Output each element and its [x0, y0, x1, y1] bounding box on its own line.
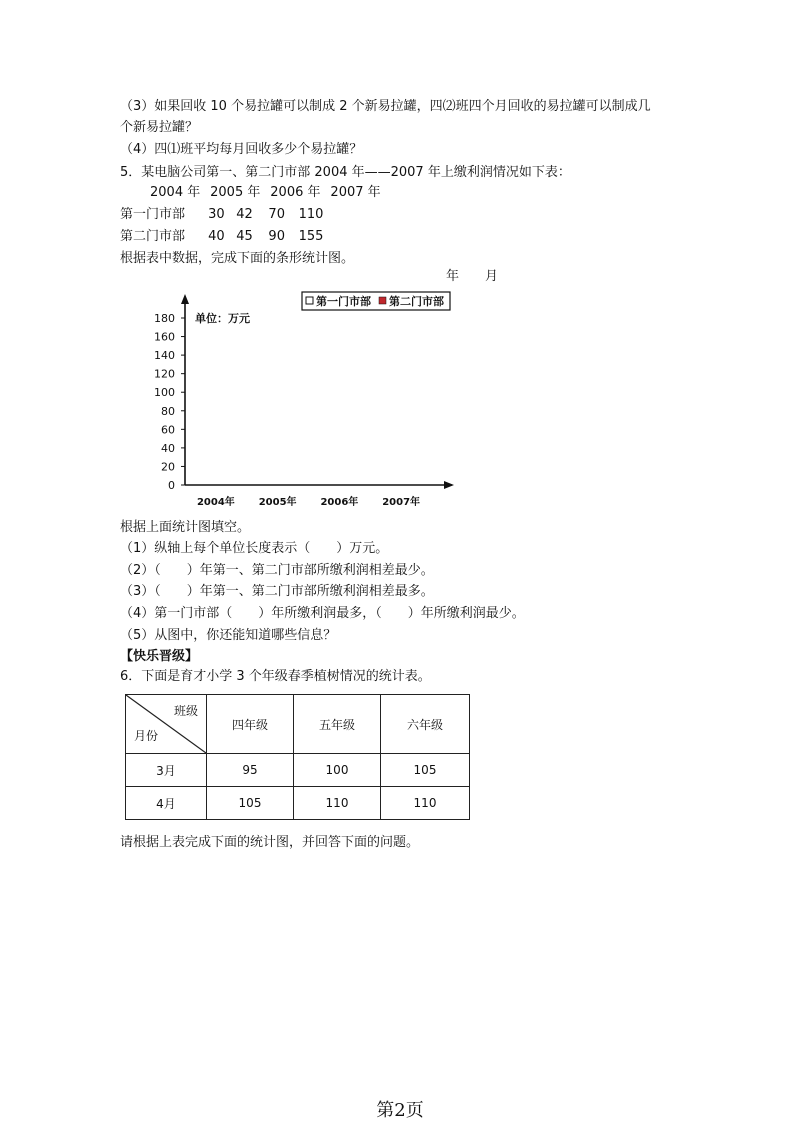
diagonal-header-cell	[126, 695, 207, 754]
value: 90	[268, 229, 285, 244]
legend-swatch-series-2	[379, 297, 386, 304]
fill-item-5: （5）从图中，你还能知道哪些信息？	[120, 628, 337, 643]
value: 42	[236, 207, 253, 222]
fill-item-2: （2）（ ）年第一、第二门市部所缴利润相差最少。	[120, 563, 434, 578]
column-header: 四年级	[207, 695, 294, 754]
y-tick-label: 60	[161, 423, 175, 437]
question-3-line-2: 个新易拉罐？	[120, 120, 199, 135]
y-tick-label: 120	[154, 367, 175, 381]
profit-row-first	[120, 206, 329, 224]
y-tick-label: 80	[161, 404, 175, 418]
row-label: 第二门市部	[120, 229, 186, 244]
fill-item-1: （1）纵轴上每个单位长度表示（ ）万元。	[120, 541, 389, 556]
x-axis-arrow	[444, 481, 454, 489]
y-tick-label: 20	[161, 460, 175, 474]
x-tick-label: 2004年	[196, 497, 235, 508]
year-2004: 2004 年	[150, 185, 201, 200]
value: 40	[208, 229, 225, 244]
value: 70	[268, 207, 285, 222]
value: 155	[298, 229, 324, 244]
table-cell: 100	[294, 754, 381, 787]
legend-swatch-series-1	[306, 297, 313, 304]
section-heading: 【快乐晋级】	[120, 649, 199, 664]
legend-label-series-1: 第一门市部	[316, 295, 371, 308]
row-label: 4月	[126, 787, 207, 820]
year-2005: 2005 年	[210, 185, 261, 200]
table-cell: 105	[207, 787, 294, 820]
table-cell: 110	[381, 787, 470, 820]
profit-year-row	[150, 184, 386, 202]
planting-table	[125, 694, 470, 820]
year-2006: 2006 年	[270, 185, 321, 200]
table-cell: 105	[381, 754, 470, 787]
page-number: 第2页	[376, 1100, 424, 1121]
profit-row-second	[120, 228, 329, 246]
column-header: 五年级	[294, 695, 381, 754]
question-6-instruction: 请根据上表完成下面的统计图，并回答下面的问题。	[120, 835, 420, 850]
value: 110	[298, 207, 324, 222]
header-month: 月份	[134, 729, 159, 743]
bar-chart	[140, 288, 470, 520]
y-tick-label: 180	[154, 312, 175, 325]
legend-label-series-2: 第二门市部	[389, 295, 444, 308]
fill-item-3: （3）（ ）年第一、第二门市部所缴利润相差最多。	[120, 584, 434, 599]
y-tick-label: 40	[161, 441, 175, 455]
question-4: （4）四⑴班平均每月回收多少个易拉罐？	[120, 142, 363, 157]
table-cell: 95	[207, 754, 294, 787]
question-5-title: 5．某电脑公司第一、第二门市部 2004 年——2007 年上缴利润情况如下表：	[120, 165, 571, 180]
value: 45	[236, 229, 253, 244]
fill-title: 根据上面统计图填空。	[120, 520, 251, 535]
header-class: 班级	[173, 704, 198, 718]
table-header-row	[126, 695, 470, 754]
row-label: 第一门市部	[120, 207, 186, 222]
row-label: 3月	[126, 754, 207, 787]
chart-instruction: 根据表中数据，完成下面的条形统计图。	[120, 251, 355, 266]
table-row	[126, 787, 470, 820]
y-tick-label: 160	[154, 330, 175, 344]
table-row	[126, 754, 470, 787]
question-3-line-1: （3）如果回收 10 个易拉罐可以制成 2 个新易拉罐，四⑵班四个月回收的易拉罐可以制成几	[120, 99, 651, 114]
x-tick-label: 2005年	[258, 497, 297, 508]
y-axis-arrow	[181, 294, 189, 304]
unit-label: 单位：万元	[195, 312, 250, 325]
fill-item-4: （4）第一门市部（ ）年所缴利润最多，（ ）年所缴利润最少。	[120, 606, 525, 621]
year-2007: 2007 年	[330, 185, 381, 200]
question-6-title: 6．下面是育才小学 3 个年级春季植树情况的统计表。	[120, 669, 431, 684]
y-tick-label: 0	[168, 479, 175, 492]
table-cell: 110	[294, 787, 381, 820]
column-header: 六年级	[381, 695, 470, 754]
date-line: 年 月	[446, 269, 499, 284]
y-tick-label: 100	[154, 386, 175, 400]
value: 30	[208, 207, 225, 222]
x-tick-label: 2006年	[320, 497, 359, 508]
x-tick-label: 2007年	[382, 497, 421, 508]
y-tick-label: 140	[154, 349, 175, 363]
